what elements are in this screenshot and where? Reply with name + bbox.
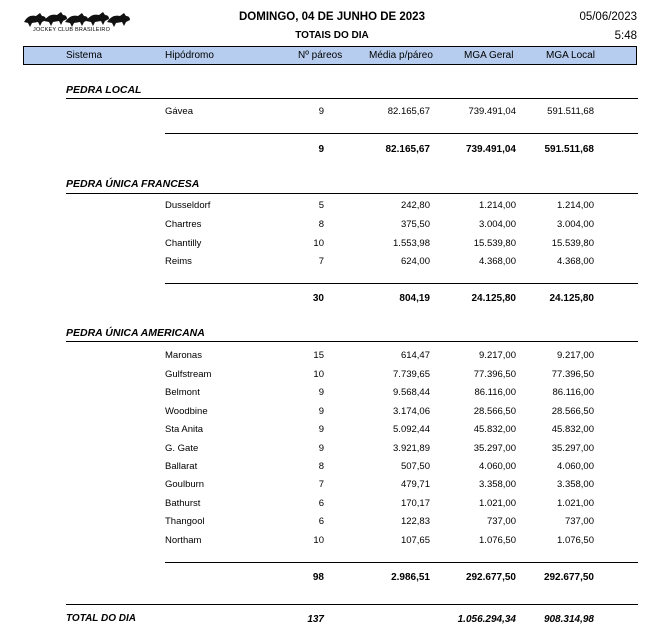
subtotal-geral: 292.677,50 <box>465 572 516 583</box>
cell-mga-local: 1.076,50 <box>557 535 594 546</box>
cell-media: 242,80 <box>400 200 430 211</box>
cell-n-pareos: 9 <box>318 106 324 117</box>
cell-media: 624,00 <box>400 256 430 267</box>
cell-n-pareos: 5 <box>318 200 324 211</box>
cell-mga-geral: 4.368,00 <box>479 256 516 267</box>
cell-media: 375,50 <box>400 219 430 230</box>
cell-hipodromo: Dusseldorf <box>165 200 211 211</box>
subtotal-local: 591.511,68 <box>544 144 594 155</box>
cell-hipodromo: Northam <box>165 535 202 546</box>
grand-total-n: 137 <box>307 614 324 625</box>
cell-mga-geral: 4.060,00 <box>479 461 516 472</box>
section-title-pedra-local: PEDRA LOCAL <box>66 84 142 96</box>
cell-hipodromo: Thangool <box>165 516 205 527</box>
cell-mga-local: 4.060,00 <box>557 461 594 472</box>
grand-total-local: 908.314,98 <box>543 614 594 625</box>
cell-n-pareos: 10 <box>313 238 324 249</box>
subtotal-media: 82.165,67 <box>385 144 430 155</box>
cell-n-pareos: 9 <box>318 424 324 435</box>
grand-total-geral: 1.056.294,34 <box>457 614 516 625</box>
subtotal-local: 292.677,50 <box>543 572 594 583</box>
col-sistema: Sistema <box>66 50 103 61</box>
logo-text: JOCKEY CLUB BRASILEIRO <box>33 27 111 33</box>
report-date-title: DOMINGO, 04 DE JUNHO DE 2023 <box>239 11 425 23</box>
cell-mga-geral: 1.021,00 <box>479 498 516 509</box>
cell-hipodromo: G. Gate <box>165 443 199 454</box>
cell-media: 9.568,44 <box>393 387 430 398</box>
subtotal-divider <box>165 283 638 284</box>
print-date: 05/06/2023 <box>579 11 637 23</box>
cell-hipodromo: Chartres <box>165 219 202 230</box>
grand-total-label: TOTAL DO DIA <box>66 613 136 624</box>
section-title-pedra-unica-francesa: PEDRA ÚNICA FRANCESA <box>66 178 200 190</box>
cell-mga-geral: 15.539,80 <box>473 238 516 249</box>
cell-hipodromo: Chantilly <box>165 238 202 249</box>
cell-mga-local: 3.358,00 <box>557 479 594 490</box>
cell-mga-local: 1.214,00 <box>557 200 594 211</box>
cell-mga-geral: 28.566,50 <box>473 406 516 417</box>
grand-total-divider <box>66 604 638 605</box>
cell-n-pareos: 8 <box>318 219 324 230</box>
col-hipodromo: Hipódromo <box>165 50 214 61</box>
col-mga-geral: MGA Geral <box>464 50 514 61</box>
cell-media: 3.921,89 <box>393 443 430 454</box>
cell-media: 507,50 <box>400 461 430 472</box>
subtotal-n: 30 <box>312 293 324 304</box>
cell-hipodromo: Belmont <box>165 387 200 398</box>
section-title-pedra-unica-americana: PEDRA ÚNICA AMERICANA <box>66 327 205 339</box>
cell-n-pareos: 9 <box>318 387 324 398</box>
print-time: 5:48 <box>614 30 637 42</box>
section-divider <box>66 98 638 99</box>
subtotal-n: 9 <box>318 144 324 155</box>
col-n-pareos: Nº páreos <box>298 50 343 61</box>
cell-mga-geral: 3.358,00 <box>479 479 516 490</box>
cell-media: 1.553,98 <box>393 238 430 249</box>
cell-n-pareos: 9 <box>318 406 324 417</box>
cell-hipodromo: Goulburn <box>165 479 205 490</box>
section-divider <box>66 341 638 342</box>
cell-mga-geral: 3.004,00 <box>479 219 516 230</box>
cell-media: 614,47 <box>400 350 430 361</box>
cell-mga-geral: 45.832,00 <box>473 424 516 435</box>
cell-hipodromo: Gulfstream <box>165 369 212 380</box>
subtotal-divider <box>165 562 638 563</box>
cell-mga-local: 77.396,50 <box>551 369 594 380</box>
cell-hipodromo: Sta Anita <box>165 424 204 435</box>
cell-mga-local: 4.368,00 <box>557 256 594 267</box>
cell-mga-local: 9.217,00 <box>557 350 594 361</box>
cell-hipodromo: Woodbine <box>165 406 208 417</box>
cell-mga-geral: 1.214,00 <box>479 200 516 211</box>
cell-n-pareos: 6 <box>318 498 324 509</box>
cell-mga-local: 1.021,00 <box>557 498 594 509</box>
cell-media: 122,83 <box>400 516 430 527</box>
col-media: Média p/páreo <box>369 50 433 61</box>
cell-hipodromo: Reims <box>165 256 192 267</box>
cell-mga-geral: 1.076,50 <box>479 535 516 546</box>
cell-media: 82.165,67 <box>387 106 430 117</box>
cell-mga-local: 3.004,00 <box>557 219 594 230</box>
cell-media: 5.092,44 <box>393 424 430 435</box>
col-mga-local: MGA Local <box>546 50 595 61</box>
cell-mga-geral: 737,00 <box>486 516 516 527</box>
cell-n-pareos: 7 <box>318 479 324 490</box>
cell-mga-local: 737,00 <box>564 516 594 527</box>
cell-media: 170,17 <box>400 498 430 509</box>
cell-hipodromo: Bathurst <box>165 498 201 509</box>
cell-mga-geral: 77.396,50 <box>473 369 516 380</box>
cell-media: 3.174,06 <box>393 406 430 417</box>
cell-n-pareos: 10 <box>313 535 324 546</box>
cell-mga-geral: 86.116,00 <box>474 387 516 398</box>
cell-hipodromo: Maronas <box>165 350 202 361</box>
cell-mga-geral: 9.217,00 <box>479 350 516 361</box>
subtotal-local: 24.125,80 <box>549 293 594 304</box>
cell-n-pareos: 8 <box>318 461 324 472</box>
cell-hipodromo: Ballarat <box>165 461 198 472</box>
subtotal-media: 804,19 <box>399 293 430 304</box>
cell-n-pareos: 9 <box>318 443 324 454</box>
subtotal-n: 98 <box>312 572 324 583</box>
cell-media: 7.739,65 <box>393 369 430 380</box>
cell-mga-geral: 739.491,04 <box>468 106 516 117</box>
subtotal-geral: 739.491,04 <box>465 144 516 155</box>
section-divider <box>66 193 638 194</box>
cell-n-pareos: 6 <box>318 516 324 527</box>
subtotal-geral: 24.125,80 <box>471 293 516 304</box>
cell-n-pareos: 7 <box>318 256 324 267</box>
cell-media: 479,71 <box>400 479 430 490</box>
cell-mga-local: 45.832,00 <box>551 424 594 435</box>
cell-hipodromo: Gávea <box>165 106 193 117</box>
cell-mga-local: 591.511,68 <box>547 106 594 117</box>
subtotal-divider <box>165 133 638 134</box>
report-subtitle: TOTAIS DO DIA <box>295 30 369 41</box>
cell-mga-local: 15.539,80 <box>551 238 594 249</box>
cell-mga-local: 86.116,00 <box>552 387 594 398</box>
cell-n-pareos: 10 <box>313 369 324 380</box>
column-header-bar <box>23 46 637 65</box>
cell-media: 107,65 <box>400 535 430 546</box>
cell-n-pareos: 15 <box>313 350 324 361</box>
cell-mga-local: 28.566,50 <box>551 406 594 417</box>
cell-mga-geral: 35.297,00 <box>473 443 516 454</box>
cell-mga-local: 35.297,00 <box>551 443 594 454</box>
subtotal-media: 2.986,51 <box>391 572 430 583</box>
